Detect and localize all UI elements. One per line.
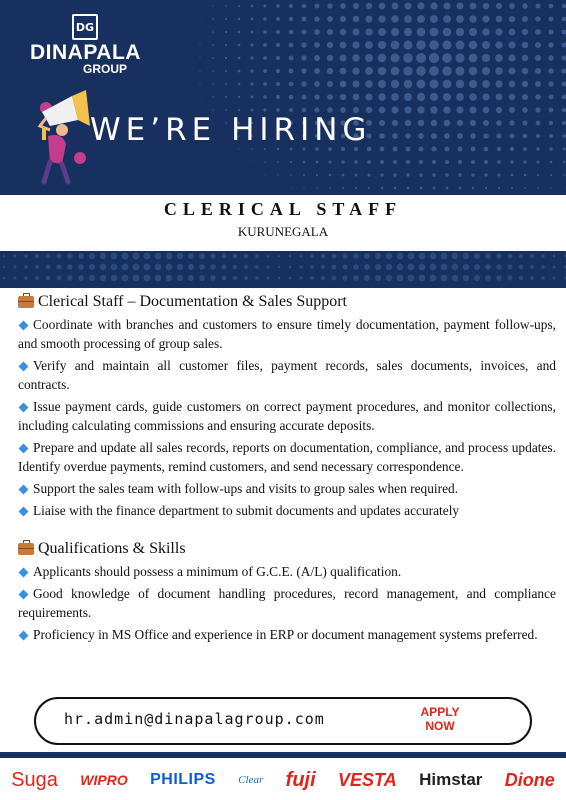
list-item: Coordinate with branches and customers to ensure timely documentation, payment follow-ups, and smooth processing of group sales. [18, 317, 556, 351]
hiring-headline: WE’RE HIRING [90, 112, 372, 148]
brand-himstar-logo: Himstar [419, 770, 483, 789]
briefcase-icon [18, 296, 34, 308]
diamond-bullet-icon [19, 402, 29, 412]
section-qualifications [18, 537, 556, 644]
list-item: Issue payment cards, guide customers on correct payment procedures, and monitor collections, including calculating commissions and ensuring accurate deposits. [18, 399, 556, 433]
job-description [18, 290, 556, 647]
email-link[interactable]: hr.admin@dinapalagroup.com [64, 710, 325, 728]
list-item: Applicants should possess a minimum of G.C.E. (A/L) qualification. [18, 562, 556, 581]
list-item: Liaise with the finance department to submit documents and updates accurately [18, 501, 556, 520]
diamond-bullet-icon [19, 567, 29, 577]
briefcase-icon [18, 543, 34, 555]
company-name: DINAPALA [30, 41, 141, 64]
job-location: KURUNEGALA [237, 224, 329, 239]
list-item: Verify and maintain all customer files, payment records, sales documents, invoices, and contracts. [18, 358, 556, 392]
title-band [0, 195, 566, 251]
section-responsibilities [18, 290, 556, 520]
brand-philips-logo: PHILIPS [150, 771, 216, 788]
contact-pill[interactable] [34, 697, 532, 745]
company-logo [30, 14, 140, 76]
diamond-bullet-icon [19, 361, 29, 371]
brand-logos [0, 760, 566, 800]
brands-divider [0, 752, 566, 758]
list-item: Proficiency in MS Office and experience in ERP or document management systems preferred. [18, 625, 556, 644]
section-heading: Qualifications & Skills [18, 537, 556, 561]
list-item: Support the sales team with follow-ups and visits to group sales when required. [18, 479, 556, 498]
brand-fuji-logo: fuji [285, 768, 316, 791]
job-title: CLERICAL STAFF [163, 199, 403, 219]
divider-band [0, 251, 566, 288]
brand-dione-logo: Dione [504, 769, 555, 790]
brand-vesta-logo: VESTA [338, 769, 397, 790]
apply-now-button[interactable]: APPLY NOW [420, 705, 460, 733]
company-sub: GROUP [82, 62, 127, 76]
brand-clear-logo: Clear [238, 774, 264, 786]
diamond-bullet-icon [19, 443, 29, 453]
section-heading: Clerical Staff – Documentation & Sales Support [18, 290, 556, 314]
diamond-bullet-icon [19, 630, 29, 640]
list-item: Good knowledge of document handling procedures, record management, and compliance requirements. [18, 586, 556, 620]
diamond-bullet-icon [19, 506, 29, 516]
diamond-bullet-icon [19, 484, 29, 494]
brand-wipro-logo: WIPRO [80, 772, 128, 788]
hero-banner [0, 0, 566, 195]
diamond-bullet-icon [19, 589, 29, 599]
halftone-strip [0, 251, 566, 288]
diamond-bullet-icon [19, 320, 29, 330]
logo-mark-icon: DG [72, 14, 98, 40]
brand-suga-logo: Suga [11, 768, 58, 791]
list-item: Prepare and update all sales records, reports on documentation, compliance, and process updates. Identify overdue payments, remind customers, and send necessary correspondence. [18, 440, 556, 474]
